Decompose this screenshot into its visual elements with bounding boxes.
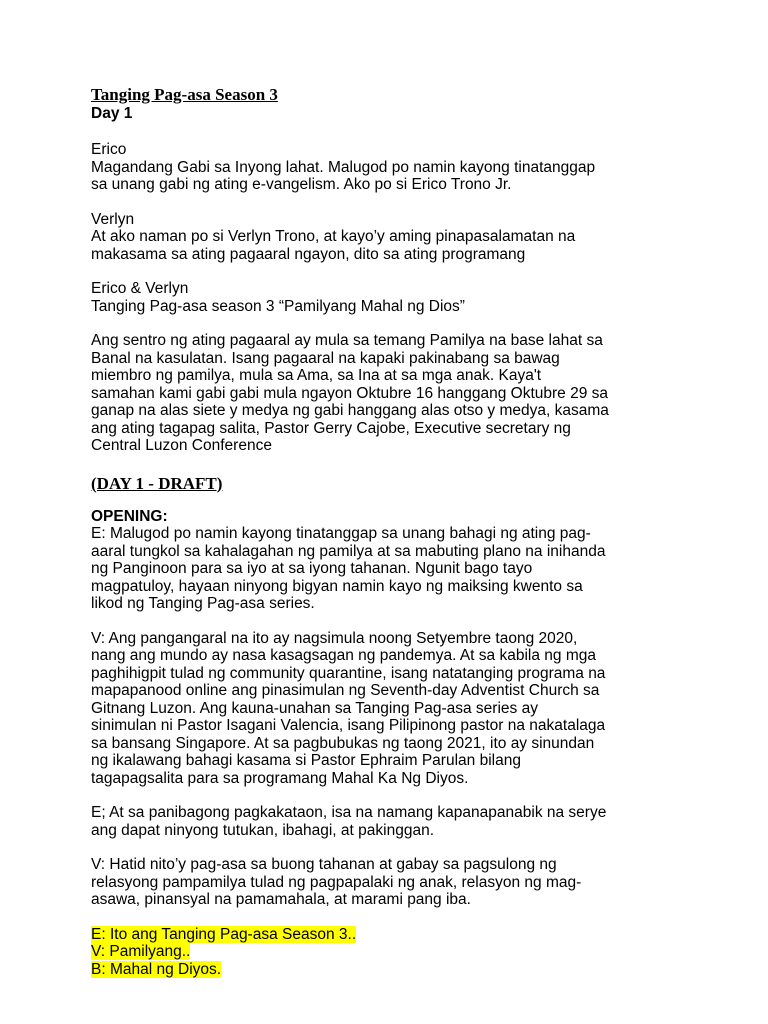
document-title: Tanging Pag-asa Season 3 (91, 85, 278, 104)
document-body (91, 85, 691, 978)
text-line: ganap na alas siete y medya ng gabi hanggang alas otso y medya, kasama (91, 402, 609, 419)
intro-verlyn (91, 211, 691, 264)
text-line: Magandang Gabi sa Inyong lahat. Malugod po namin kayong tinatanggap (91, 158, 596, 176)
text-line: ang ating tagapag salita, Pastor Gerry Cajobe, Executive secretary ng (91, 419, 571, 437)
text-line: asawa, pinansyal na pamamahala, at marami pang iba. (91, 891, 471, 908)
text-line: ng ikalawang bahagi kasama si Pastor Ephraim Parulan bilang (91, 752, 521, 769)
highlighted-line: B: Mahal ng Diyos. (91, 960, 222, 978)
text-line: Tanging Pag-asa season 3 “Pamilyang Mahal ng Dios” (91, 297, 465, 315)
speaker-name: Erico & Verlyn (91, 280, 189, 297)
text-line: Banal na kasulatan. Isang pagaaral na kapaki pakinabang sa bawag (91, 349, 560, 367)
text-line: V: Hatid nito’y pag-asa sa buong tahanan at gabay sa pagsulong ng (91, 856, 557, 873)
text-line: sinimulan ni Pastor Isagani Valencia, isang Pilipinong pastor na nakatalaga (91, 717, 606, 734)
draft-title: (DAY 1 - DRAFT) (91, 473, 223, 493)
text-line: At ako naman po si Verlyn Trono, at kayo’y aming pinapasalamatan na (91, 228, 576, 245)
text-line: Gitnang Luzon. Ang kauna-unahan sa Tanging Pag-asa series ay (91, 699, 538, 717)
text-line: samahan kami gabi gabi mula ngayon Oktubre 16 hanggang Oktubre 29 sa (91, 384, 609, 402)
text-line: E: Malugod po namin kayong tinatanggap sa unang bahagi ng ating pag- (91, 525, 591, 542)
opening-section (91, 508, 691, 613)
summary-paragraph (91, 332, 691, 455)
paragraph-v1 (91, 630, 691, 788)
text-line: paghihigpit tulad ng community quarantine, isang natatanging programa na (91, 664, 606, 682)
text-line: aaral tungkol sa kahalagahan ng pamilya at sa mabuting plano na inihanda (91, 542, 606, 560)
opening-label: OPENING: (91, 507, 168, 525)
speaker-name: Erico (91, 141, 127, 158)
text-line: ang dapat ninyong tutukan, ibahagi, at pakinggan. (91, 821, 434, 839)
text-line: tagapagsalita para sa programang Mahal Ka Ng Diyos. (91, 769, 469, 787)
text-line: V: Ang pangangaral na ito ay nagsimula noong Setyembre taong 2020, (91, 629, 578, 647)
text-line: makasama sa ating pagaaral ngayon, dito sa ating programang (91, 245, 526, 263)
text-line: Central Luzon Conference (91, 437, 272, 454)
highlighted-line: E: Ito ang Tanging Pag-asa Season 3.. (91, 925, 357, 943)
paragraph-v2 (91, 856, 691, 909)
text-line: relasyong pampamilya tulad ng pagpapalaki ng anak, relasyon ng mag- (91, 873, 582, 891)
highlighted-lines (91, 926, 691, 979)
text-line: nang ang mundo ay nasa kasagsagan ng pandemya. At sa kabila ng mga (91, 647, 596, 664)
text-line: sa bansang Singapore. At sa pagbubukas ng taong 2021, ito ay sinundan (91, 734, 595, 752)
text-line: mapapanood online ang pinasimulan ng Seventh-day Adventist Church sa (91, 682, 600, 699)
intro-erico-verlyn (91, 280, 691, 315)
text-line: sa unang gabi ng ating e-vangelism. Ako po si Erico Trono Jr. (91, 176, 512, 193)
intro-erico (91, 141, 691, 194)
text-line: Ang sentro ng ating pagaaral ay mula sa temang Pamilya na base lahat sa (91, 332, 603, 349)
speaker-name: Verlyn (91, 210, 135, 228)
text-line: ng Panginoon para sa iyo at sa iyong tahanan. Ngunit bago tayo (91, 560, 533, 577)
paragraph-e2 (91, 804, 691, 839)
text-line: E; At sa panibagong pagkakataon, isa na namang kapanapanabik na serye (91, 804, 607, 821)
day-label: Day 1 (91, 105, 133, 122)
text-line: likod ng Tanging Pag-asa series. (91, 595, 315, 612)
highlighted-line: V: Pamilyang.. (91, 943, 191, 960)
text-line: magpatuloy, hayaan ninyong bigyan namin kayo ng maiksing kwento sa (91, 577, 583, 595)
text-line: miembro ng pamilya, mula sa Ama, sa Ina at sa mga anak. Kaya't (91, 367, 542, 384)
